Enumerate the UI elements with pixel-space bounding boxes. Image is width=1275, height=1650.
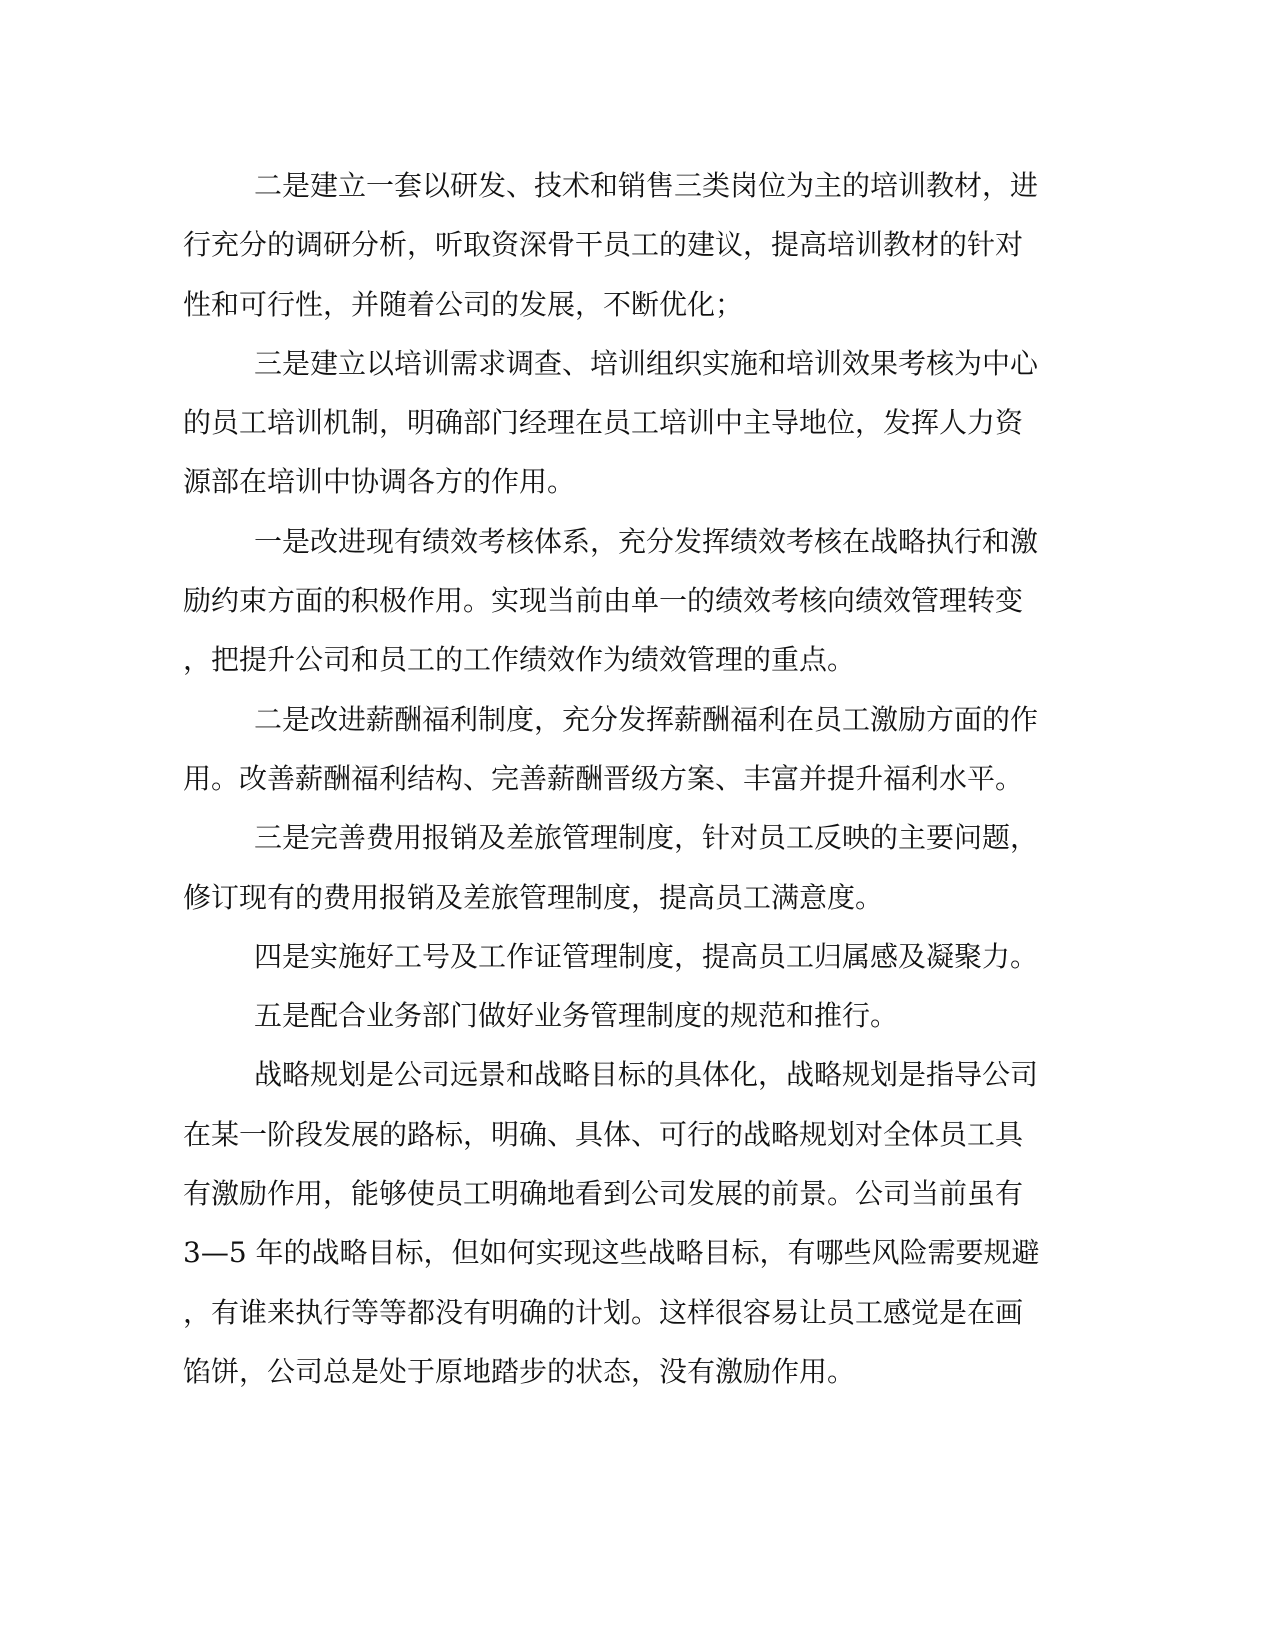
text-line: 3—5 年的战略目标，但如何实现这些战略目标，有哪些风险需要规避: [183, 1236, 1040, 1270]
text-line: 行充分的调研分析，听取资深骨干员工的建议，提高培训教材的针对: [183, 228, 1024, 262]
text-line: 三是建立以培训需求调查、培训组织实施和培训效果考核为中心: [254, 346, 1039, 380]
text-line: 一是改进现有绩效考核体系，充分发挥绩效考核在战略执行和激: [254, 524, 1039, 558]
text-line: 有激励作用，能够使员工明确地看到公司发展的前景。公司当前虽有: [183, 1177, 1024, 1211]
text-line: ，有谁来执行等等都没有明确的计划。这样很容易让员工感觉是在画: [183, 1295, 1024, 1329]
text-line: 性和可行性，并随着公司的发展，不断优化；: [183, 287, 744, 321]
text-line: 四是实施好工号及工作证管理制度，提高员工归属感及凝聚力。: [254, 939, 1039, 973]
text-line: 二是改进薪酬福利制度，充分发挥薪酬福利在员工激励方面的作: [254, 702, 1039, 736]
text-line: 五是配合业务部门做好业务管理制度的规范和推行。: [254, 999, 899, 1033]
body-text: [183, 156, 1040, 1401]
text-line: ，把提升公司和员工的工作绩效作为绩效管理的重点。: [183, 643, 856, 677]
text-line: 馅饼，公司总是处于原地踏步的状态，没有激励作用。: [183, 1354, 856, 1388]
text-line: 二是建立一套以研发、技术和销售三类岗位为主的培训教材，进: [254, 169, 1039, 202]
text-line: 三是完善费用报销及差旅管理制度，针对员工反映的主要问题，: [254, 821, 1039, 855]
text-line: 修订现有的费用报销及差旅管理制度，提高员工满意度。: [183, 880, 884, 914]
text-line: 励约束方面的积极作用。实现当前由单一的绩效考核向绩效管理转变: [183, 584, 1024, 618]
text-line: 源部在培训中协调各方的作用。: [183, 465, 576, 499]
text-line: 的员工培训机制，明确部门经理在员工培训中主导地位，发挥人力资: [183, 406, 1024, 440]
text-line: 战略规划是公司远景和战略目标的具体化，战略规划是指导公司: [254, 1058, 1039, 1092]
text-line: 用。改善薪酬福利结构、完善薪酬晋级方案、丰富并提升福利水平。: [183, 761, 1024, 795]
text-line: 在某一阶段发展的路标，明确、具体、可行的战略规划对全体员工具: [183, 1117, 1024, 1151]
